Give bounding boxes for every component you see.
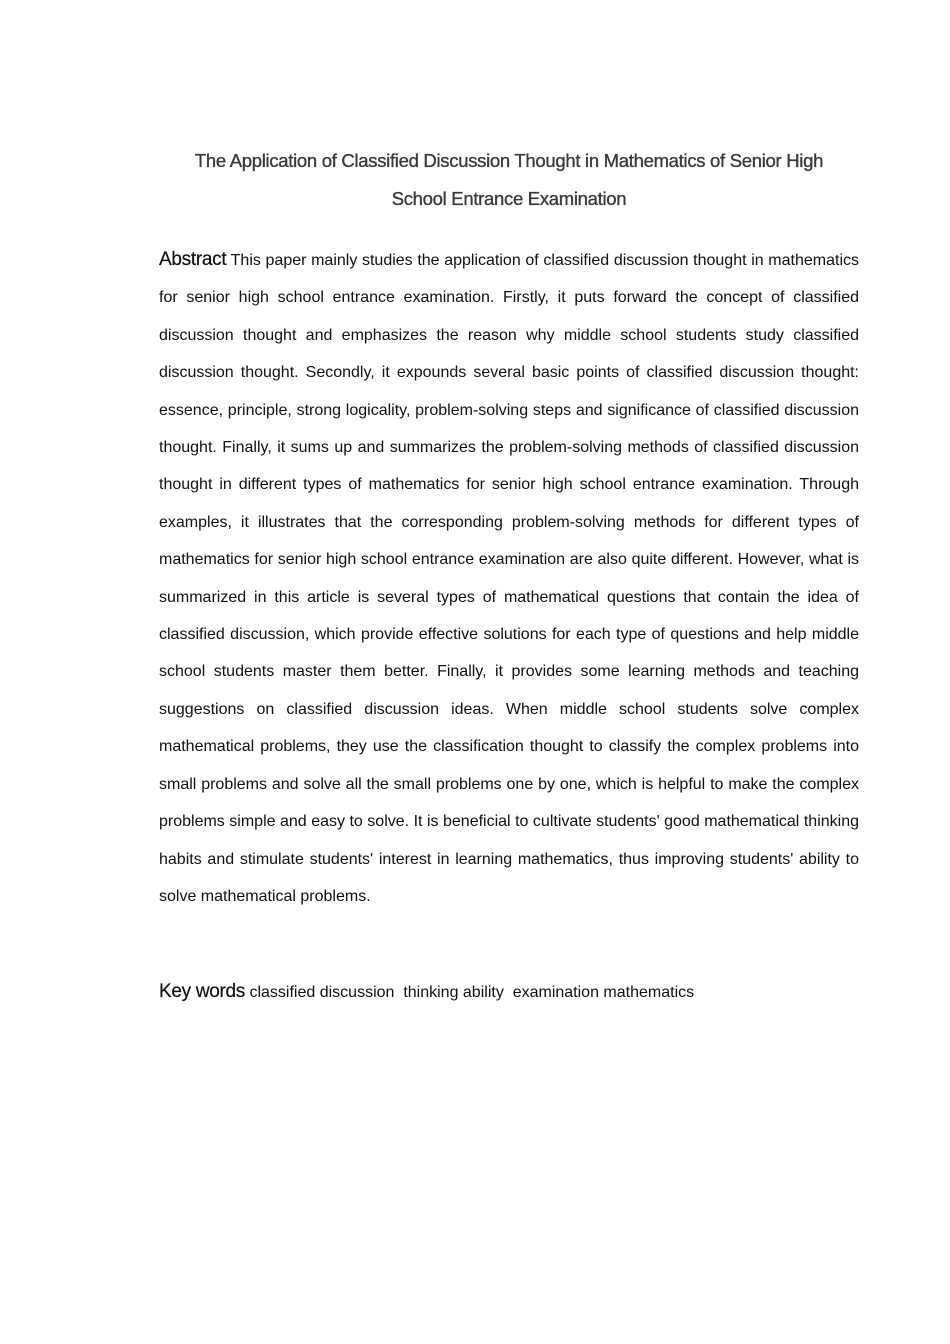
abstract-label: Abstract <box>159 249 227 270</box>
paper-title <box>158 142 860 218</box>
keywords-label: Key words <box>159 981 246 1002</box>
abstract-paragraph <box>159 241 859 915</box>
keywords-line <box>159 973 859 1011</box>
abstract-text: This paper mainly studies the application of classified discussion thought in mathematics for senior high school entrance examination. Firstly, it puts forward the concept of classified discussion thought and emphasizes the reason why middle school students study classified discussion thought. Secondly, it expounds several basic points of classified discussion thought: essence, principle, strong logicality, problem-solving steps and significance of classified discussion thought. Finally, it sums up and summarizes the problem-solving methods of classified discussion thought in different types of mathematics for senior high school entrance examination. Through examples, it illustrates that the corresponding problem-solving methods for different types of mathematics for senior high school entrance examination are also quite different. However, what is summarized in this article is several types of mathematical questions that contain the idea of classified discussion, which provide effective solutions for each type of questions and help middle school students master them better. Finally, it provides some learning methods and teaching suggestions on classified discussion ideas. When middle school students solve complex mathematical problems, they use the classification thought to classify the complex problems into small problems and solve all the small problems one by one, which is helpful to make the complex problems simple and easy to solve. It is beneficial to cultivate students' good mathematical thinking habits and stimulate students' interest in learning mathematics, thus improving students' ability to solve mathematical problems. <box>159 252 859 905</box>
paper-title-line-1: The Application of Classified Discussion Thought in Mathematics of Senior High <box>194 150 824 171</box>
keywords-text: classified discussion thinking ability examination mathematics <box>249 984 695 1001</box>
paper-title-line-2: School Entrance Examination <box>391 188 627 209</box>
